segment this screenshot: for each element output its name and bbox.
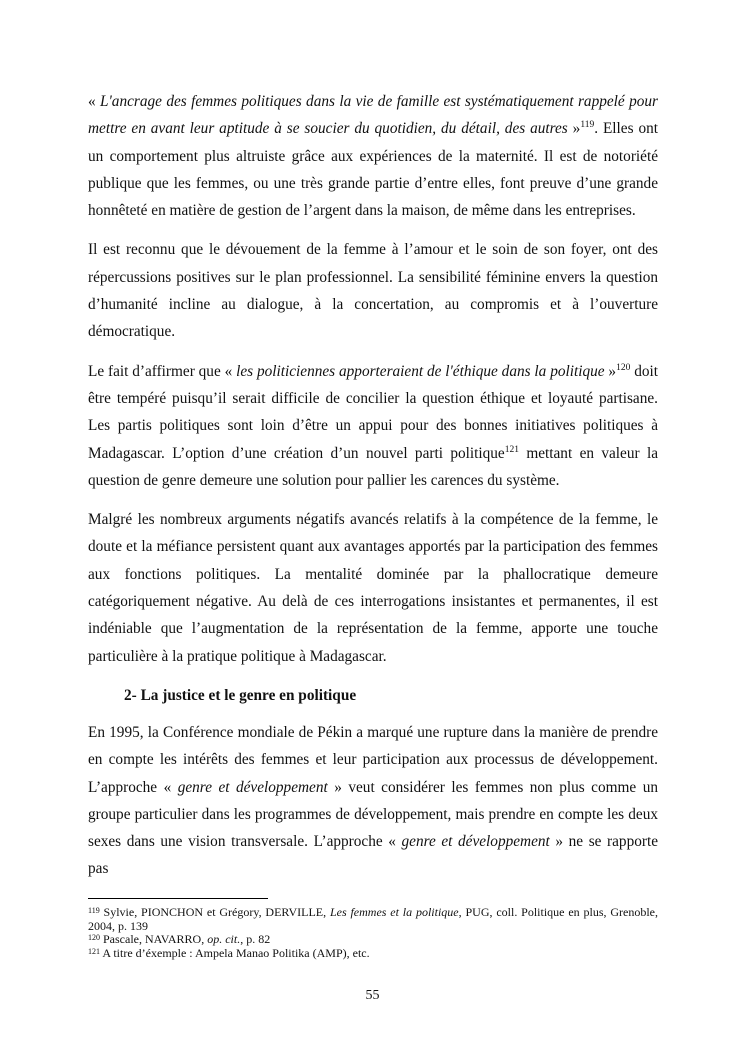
paragraph <box>88 719 658 883</box>
footnote-reference: 121 <box>504 444 519 455</box>
footnote-reference: 119 <box>88 906 100 915</box>
text-run: « <box>88 93 101 110</box>
section-heading: 2- La justice et le genre en politique <box>124 686 357 704</box>
italic-text: genre et développement <box>401 833 550 851</box>
footnote-reference: 121 <box>88 946 100 956</box>
text-run: Pascale, NAVARRO, <box>100 932 208 946</box>
text-run: . Elles ont un comportement plus altruiste grâce aux expériences de la maternité. Il est de notoriété publique que les femmes, ou une très grande partie d’entre elles, font preuve d’une grande honnêteté en matière de gestion de l’argent dans la maison, de même dans les entreprises. <box>88 120 658 220</box>
paragraph <box>88 358 658 494</box>
footnotes <box>88 906 658 960</box>
text-run: » <box>604 362 617 380</box>
italic-text: op. cit. <box>207 932 241 946</box>
text-run: » veut considérer les femmes non plus comme un groupe particulier dans les programmes de développement, mais prendre en compte les deux sexes dans une vision transversale. L’approche « <box>88 778 658 851</box>
paragraphs-before-heading <box>88 88 658 670</box>
text-run: , p. 82 <box>240 932 271 946</box>
footnote-reference: 119 <box>580 120 595 131</box>
text-run: , PUG, coll. Politique en plus, Grenoble, 2004, p. 139 <box>88 905 658 933</box>
text-run: Malgré les nombreux arguments négatifs avancés relatifs à la compétence de la femme, le doute et la méfiance persistent quant aux avantages apportés par la participation des femmes aux fonctions politiques. La mentalité dominée par la phallocratique demeure catégoriquement négative. Au delà de ces interrogations insistantes et permanentes, il est indéniable que l’augmentation de la représentation de la femme, apporte une touche particulière à la pratique politique à Madagascar. <box>88 511 658 665</box>
text-run: » ne se rapporte pas <box>88 833 658 878</box>
italic-text: genre et développement <box>177 778 328 796</box>
paragraph <box>88 506 658 670</box>
text-run: Sylvie, PIONCHON et Grégory, DERVILLE, <box>99 905 330 919</box>
text-run: Il est reconnu que le dévouement de la femme à l’amour et le soin de son foyer, ont des répercussions positives sur le plan professionnel. La sensibilité féminine envers la question d’humanité incline au dialogue, à la concertation, au compromis et à l’ouverture démocratique. <box>88 241 658 341</box>
text-run: doit être tempéré puisqu’il serait difficile de concilier la question éthique et loyauté partisane. Les partis politiques sont loin d’être un appui pour des bonnes initiatives politiques à Madagascar. L’option d’une création d’un nouvel parti politique <box>88 362 658 462</box>
footnote-reference: 120 <box>616 362 631 373</box>
paragraphs-after-heading <box>88 719 658 883</box>
text-run: A titre d’éxemple : Ampela Manao Politika (AMP), etc. <box>100 945 370 960</box>
text-run: En 1995, la Conférence mondiale de Pékin a marqué une rupture dans la manière de prendre en compte les intérêts des femmes et leur participation aux processus de développement. L’approche « <box>88 723 658 796</box>
paragraph <box>88 236 658 345</box>
italic-text: Les femmes et la politique <box>329 905 459 919</box>
footnote <box>88 906 658 933</box>
page-number: 55 <box>365 988 380 1003</box>
footnote-separator <box>88 898 268 899</box>
footnote <box>88 947 658 961</box>
footnote-reference: 120 <box>88 933 100 942</box>
italic-text: les politiciennes apporteraient de l'éthique dans la politique <box>236 362 605 380</box>
text-run: Le fait d’affirmer que « <box>88 362 237 380</box>
text-run: » <box>567 120 581 138</box>
footnote <box>88 933 658 947</box>
body-text <box>88 88 658 895</box>
italic-text: L'ancrage des femmes politiques dans la vie de famille est systématiquement rappelé pour mettre en avant leur aptitude à se soucier du quotidien, du détail, des autres <box>88 93 658 138</box>
text-run: mettant en valeur la question de genre demeure une solution pour pallier les carences du système. <box>88 444 658 489</box>
paragraph <box>88 88 658 224</box>
